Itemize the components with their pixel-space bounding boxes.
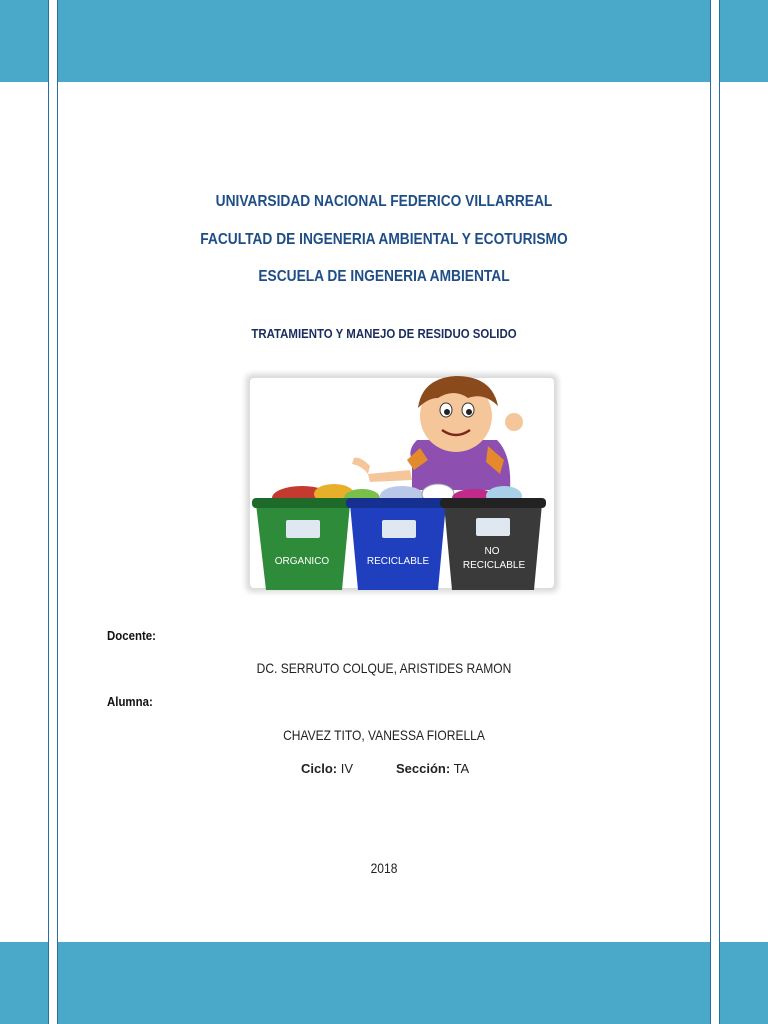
non-recyclable-bin-label-top: NO <box>484 546 500 557</box>
cycle-label: Ciclo: <box>301 761 338 776</box>
recyclable-bin <box>346 498 450 590</box>
school-title: ESCUELA DE INGENERIA AMBIENTAL <box>258 268 510 285</box>
bottom-right-band <box>720 942 768 1024</box>
top-band <box>58 0 710 82</box>
non-recyclable-bin <box>440 498 546 590</box>
subject-title: TRATAMIENTO Y MANEJO DE RESIDUO SOLIDO <box>251 326 517 341</box>
year: 2018 <box>370 860 398 876</box>
teacher-label: Docente: <box>107 628 156 643</box>
top-right-band <box>720 0 768 82</box>
section-value: TA <box>453 761 470 776</box>
organic-bin <box>252 498 354 590</box>
cycle-value: IV <box>340 761 354 776</box>
recyclable-bin-label: RECICLABLE <box>366 556 430 567</box>
bottom-left-band <box>0 942 48 1024</box>
section-label: Sección: <box>396 761 451 776</box>
bottom-band <box>58 942 710 1024</box>
top-left-band <box>0 0 48 82</box>
university-title: UNIVARSIDAD NACIONAL FEDERICO VILLARREAL <box>215 193 553 210</box>
teacher-name: DC. SERRUTO COLQUE, ARISTIDES RAMON <box>256 660 512 676</box>
non-recyclable-bin-label-bottom: RECICLABLE <box>462 560 526 571</box>
recycling-bins-illustration <box>242 370 562 596</box>
student-name: CHAVEZ TITO, VANESSA FIORELLA <box>283 727 485 743</box>
organic-bin-label: ORGANICO <box>274 556 330 567</box>
student-label: Alumna: <box>107 694 153 709</box>
faculty-title: FACULTAD DE INGENERIA AMBIENTAL Y ECOTURISMO <box>200 231 568 248</box>
